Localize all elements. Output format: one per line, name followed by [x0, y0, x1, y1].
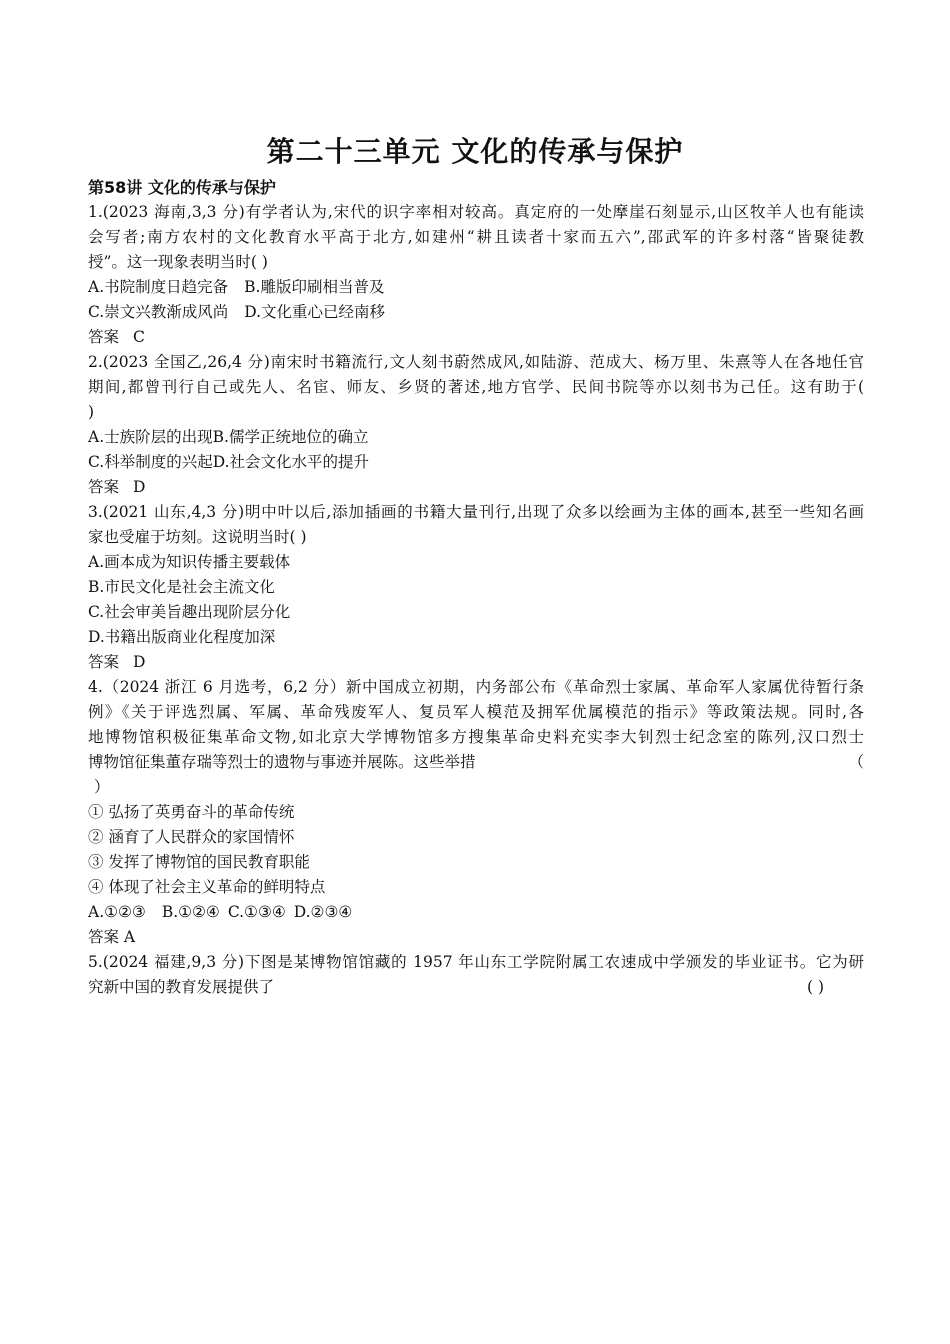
answer	[88, 650, 864, 675]
answer-value: D	[133, 653, 146, 671]
question-4	[88, 675, 864, 950]
option-a: A.①②③	[88, 903, 146, 921]
question-stem-line	[88, 975, 864, 1000]
statement-item: ③ 发挥了博物馆的国民教育职能	[88, 853, 310, 871]
question-stem-line: 2.(2023 全国乙,26,4 分)南宋时书籍流行,文人刻书蔚然成风,如陆游、范成大、杨万里、朱熹等人在各地任官	[88, 353, 864, 371]
answer	[88, 325, 864, 350]
option-a: A.画本成为知识传播主要载体	[88, 553, 291, 571]
question-2	[88, 350, 864, 500]
option-row	[88, 425, 864, 450]
option-b: B.①②④	[161, 903, 220, 921]
unit-title: 第二十三单元 文化的传承与保护	[266, 135, 684, 168]
option-d: D.②③④	[293, 903, 353, 921]
statement-item: ② 涵育了人民群众的家国情怀	[88, 828, 295, 846]
option-c: C.科举制度的兴起	[88, 453, 213, 471]
option-a: A.士族阶层的出现	[88, 428, 213, 446]
question-stem-line: 家也受雇于坊刻。这说明当时( )	[88, 528, 307, 546]
question-stem-line: )	[88, 403, 95, 421]
option-b: B.雕版印刷相当普及	[244, 278, 385, 296]
option-a: A.书院制度日趋完备	[88, 278, 229, 296]
option-row	[88, 275, 864, 300]
question-stem-line: 授”。这一现象表明当时( )	[88, 253, 268, 271]
option-b: B.儒学正统地位的确立	[212, 428, 369, 446]
question-stem-line: 5.(2024 福建,9,3 分)下图是某博物馆馆藏的 1957 年山东工学院附属工农速成中学颁发的毕业证书。它为研	[88, 953, 864, 971]
lecture-title: 第58讲 文化的传承与保护	[88, 178, 276, 197]
option-b: B.市民文化是社会主流文化	[88, 578, 275, 596]
option-c: C.崇文兴教渐成风尚	[88, 303, 229, 321]
question-stem-line: 期间,都曾刊行自己或先人、名宦、师友、乡贤的著述,地方官学、民间书院等亦以刻书为己任。这有助于(	[88, 378, 864, 396]
question-stem-line: 地博物馆积极征集革命文物,如北京大学博物馆多方搜集革命史料充实李大钊烈士纪念室的陈列,汉口烈士	[88, 728, 864, 746]
statement-item: ④ 体现了社会主义革命的鲜明特点	[88, 878, 326, 896]
question-5	[88, 950, 864, 1000]
option-c: C.①③④	[227, 903, 286, 921]
question-1	[88, 200, 864, 350]
question-stem-line: 4.（2024 浙江 6 月选考，6,2 分）新中国成立初期，内务部公布《革命烈士家属、革命军人家属优待暂行条	[88, 678, 864, 696]
option-row	[88, 900, 864, 925]
option-row	[88, 450, 864, 475]
option-d: D.文化重心已经南移	[244, 303, 386, 321]
question-stem-line	[88, 750, 864, 775]
answer-label: 答案	[88, 328, 120, 346]
answer-value: D	[133, 478, 146, 496]
option-row	[88, 300, 864, 325]
answer-label: 答案	[88, 653, 120, 671]
answer	[88, 475, 864, 500]
option-d: D.书籍出版商业化程度加深	[88, 628, 276, 646]
question-stem-line: 例》《关于评选烈属、军属、革命残废军人、复员军人模范及拥军优属模范的指示》等政策法规。同时,各	[88, 703, 864, 721]
question-stem-text: 博物馆征集董存瑞等烈士的遗物与事迹并展陈。这些举措	[88, 753, 476, 771]
question-stem-text: 究新中国的教育发展提供了	[88, 978, 275, 996]
answer-paren: ( )	[806, 978, 824, 996]
answer-value: C	[133, 328, 145, 346]
question-stem-line: 1.(2023 海南,3,3 分)有学者认为,宋代的识字率相对较高。真定府的一处摩崖石刻显示,山区牧羊人也有能读	[88, 203, 864, 221]
question-3	[88, 500, 864, 675]
option-c: C.社会审美旨趣出现阶层分化	[88, 603, 291, 621]
answer: 答案 A	[88, 928, 136, 946]
option-d: D.社会文化水平的提升	[212, 453, 370, 471]
question-stem-line: 会写者;南方农村的文化教育水平高于北方,如建州“耕且读者十家而五六”,邵武军的许多村落“皆聚徒教	[88, 228, 864, 246]
answer-label: 答案	[88, 478, 120, 496]
content-body	[88, 176, 864, 1000]
answer-paren-open: （	[848, 753, 864, 771]
answer-paren-close: ）	[94, 778, 110, 796]
question-stem-line: 3.(2021 山东,4,3 分)明中叶以后,添加插画的书籍大量刊行,出现了众多以绘画为主体的画本,甚至一些知名画	[88, 503, 864, 521]
statement-item: ① 弘扬了英勇奋斗的革命传统	[88, 803, 295, 821]
